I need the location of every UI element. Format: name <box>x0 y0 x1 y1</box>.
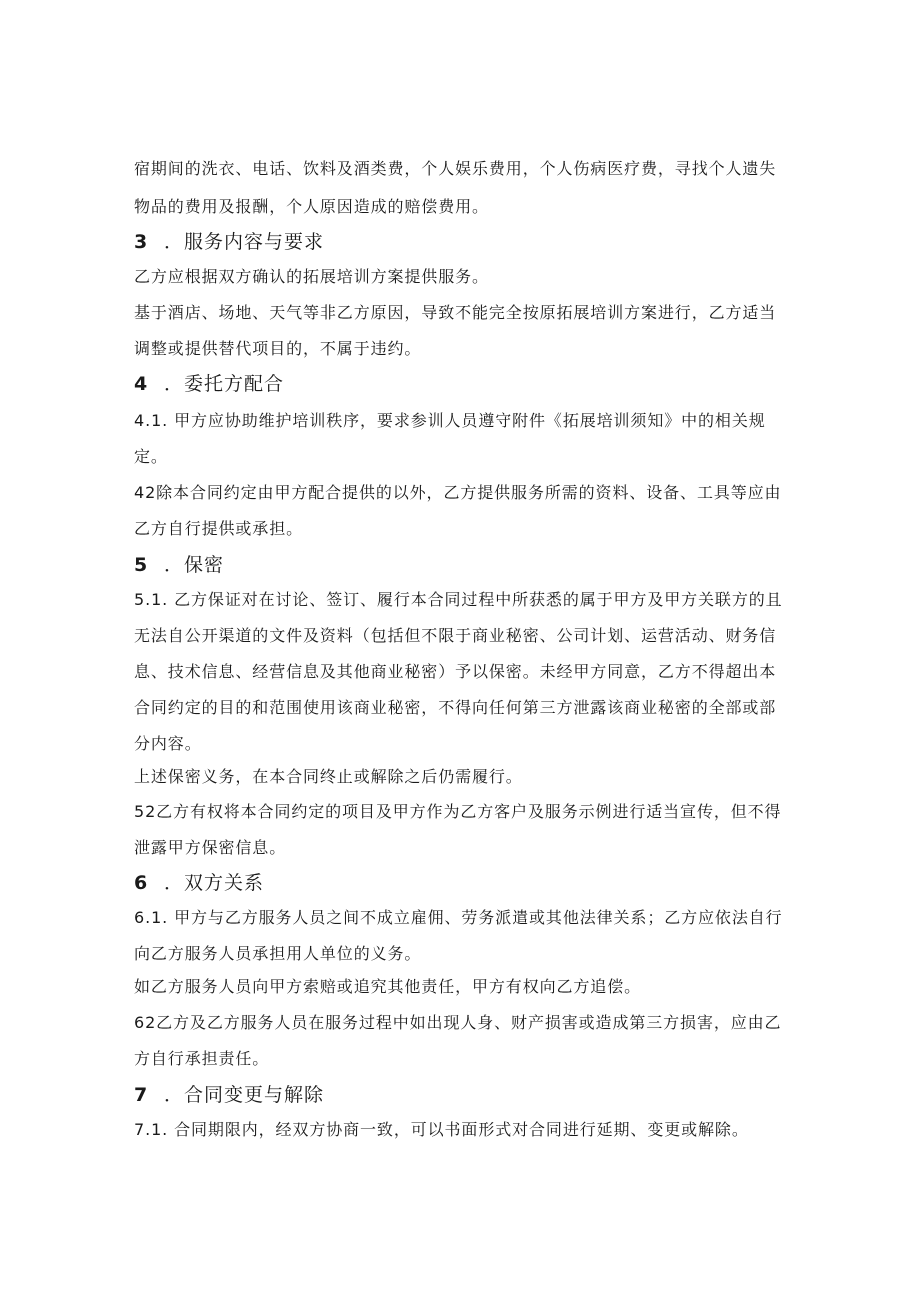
section-heading-4 <box>134 371 284 397</box>
paragraph-line: 合同约定的目的和范围使用该商业秘密，不得向任何第三方泄露该商业秘密的全部或部 <box>134 698 777 717</box>
section-number: 3 <box>134 231 149 253</box>
paragraph-line: 42除本合同约定由甲方配合提供的以外，乙方提供服务所需的资料、设备、工具等应由 <box>134 483 782 502</box>
paragraph-line: 宿期间的洗衣、电话、饮料及酒类费，个人娱乐费用，个人伤病医疗费，寻找个人遗失 <box>134 159 777 178</box>
section-title: ．服务内容与要求 <box>164 231 325 253</box>
section-title: ．双方关系 <box>164 872 265 894</box>
paragraph-line: 6.1. 甲方与乙方服务人员之间不成立雇佣、劳务派遣或其他法律关系；乙方应依法自行 <box>134 908 783 927</box>
paragraph-line: 乙方应根据双方确认的拓展培训方案提供服务。 <box>134 267 489 286</box>
paragraph-line: 基于酒店、场地、天气等非乙方原因，导致不能完全按原拓展培训方案进行，乙方适当 <box>134 303 777 322</box>
section-number: 4 <box>134 373 149 395</box>
paragraph-line: 分内容。 <box>134 734 202 753</box>
section-heading-6 <box>134 870 264 896</box>
paragraph-line: 物品的费用及报酬，个人原因造成的赔偿费用。 <box>134 197 489 216</box>
section-number: 7 <box>134 1084 149 1106</box>
paragraph-line: 向乙方服务人员承担用人单位的义务。 <box>134 944 422 963</box>
paragraph-line: 上述保密义务，在本合同终止或解除之后仍需履行。 <box>134 767 523 786</box>
paragraph-line: 7.1. 合同期限内，经双方协商一致，可以书面形式对合同进行延期、变更或解除。 <box>134 1120 749 1139</box>
paragraph-line: 定。 <box>134 447 168 466</box>
paragraph-line: 62乙方及乙方服务人员在服务过程中如出现人身、财产损害或造成第三方损害，应由乙 <box>134 1013 782 1032</box>
paragraph-line: 5.1. 乙方保证对在讨论、签订、履行本合同过程中所获悉的属于甲方及甲方关联方的且 <box>134 590 783 609</box>
paragraph-line: 无法自公开渠道的文件及资料（包括但不限于商业秘密、公司计划、运营活动、财务信 <box>134 626 777 645</box>
section-title: ．委托方配合 <box>164 373 285 395</box>
section-title: ．保密 <box>164 554 225 576</box>
section-number: 6 <box>134 872 149 894</box>
section-number: 5 <box>134 554 149 576</box>
section-heading-7 <box>134 1082 324 1108</box>
section-heading-5 <box>134 552 224 578</box>
section-title: ．合同变更与解除 <box>164 1084 325 1106</box>
paragraph-line: 方自行承担责任。 <box>134 1049 270 1068</box>
paragraph-line: 如乙方服务人员向甲方索赔或追究其他责任，甲方有权向乙方追偿。 <box>134 977 642 996</box>
paragraph-line: 泄露甲方保密信息。 <box>134 838 287 857</box>
paragraph-line: 调整或提供替代项目的，不属于违约。 <box>134 339 422 358</box>
paragraph-line: 52乙方有权将本合同约定的项目及甲方作为乙方客户及服务示例进行适当宣传，但不得 <box>134 802 782 821</box>
section-heading-3 <box>134 229 324 255</box>
paragraph-line: 4.1. 甲方应协助维护培训秩序，要求参训人员遵守附件《拓展培训须知》中的相关规 <box>134 411 766 430</box>
paragraph-line: 乙方自行提供或承担。 <box>134 519 304 538</box>
paragraph-line: 息、技术信息、经营信息及其他商业秘密）予以保密。未经甲方同意，乙方不得超出本 <box>134 662 777 681</box>
